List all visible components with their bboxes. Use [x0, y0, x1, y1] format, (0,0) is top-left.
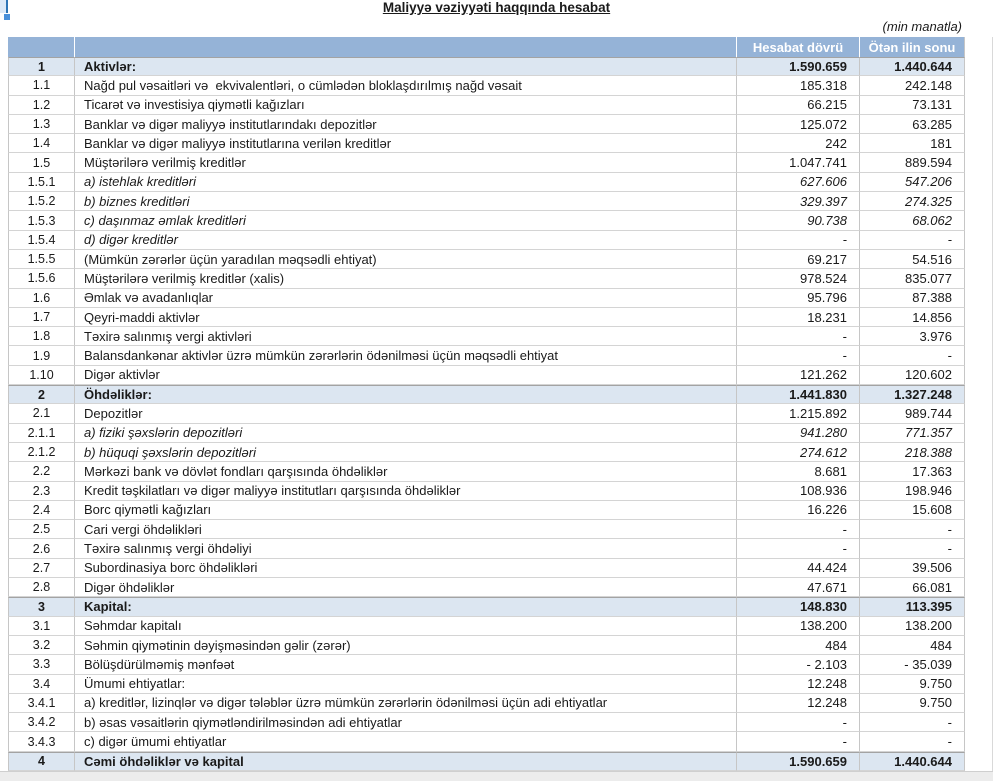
row-label-cell[interactable]: Ümumi ehtiyatlar: — [75, 675, 737, 694]
left-gutter — [0, 153, 8, 172]
left-gutter — [0, 424, 8, 443]
row-label-cell[interactable]: Ticarət və investisiya qiymətli kağızları — [75, 96, 737, 115]
row-number-cell[interactable]: 1.5.4 — [8, 231, 75, 250]
row-label-cell[interactable]: Aktivlər: — [75, 57, 737, 76]
right-gutter — [965, 520, 993, 539]
right-gutter — [965, 269, 993, 288]
left-gutter — [0, 482, 8, 501]
table-row — [0, 115, 993, 134]
value-current-period-cell[interactable]: - — [737, 713, 860, 732]
left-gutter — [0, 173, 8, 192]
value-current-period-cell[interactable]: 95.796 — [737, 289, 860, 308]
row-label-cell[interactable]: Kapital: — [75, 597, 737, 616]
row-number-cell[interactable]: 2.8 — [8, 578, 75, 597]
row-number-cell[interactable]: 3 — [8, 597, 75, 616]
value-current-period-cell[interactable]: 1.047.741 — [737, 153, 860, 172]
row-number-cell[interactable]: 1.7 — [8, 308, 75, 327]
value-current-period-cell[interactable]: 44.424 — [737, 559, 860, 578]
report-title-text: Maliyyə vəziyyəti haqqında hesabat — [382, 0, 611, 15]
table-row — [0, 327, 993, 346]
value-prior-year-cell[interactable]: 242.148 — [860, 76, 965, 95]
row-number-cell[interactable]: 2.3 — [8, 482, 75, 501]
table-row — [0, 732, 993, 751]
value-prior-year-cell[interactable]: 1.440.644 — [860, 752, 965, 771]
left-gutter — [0, 597, 8, 616]
row-number-cell[interactable]: 3.4.2 — [8, 713, 75, 732]
row-number-cell[interactable]: 1.5.6 — [8, 269, 75, 288]
value-prior-year-cell[interactable]: 484 — [860, 636, 965, 655]
value-prior-year-cell[interactable]: - — [860, 539, 965, 558]
value-current-period-cell[interactable]: 148.830 — [737, 597, 860, 616]
left-gutter — [0, 636, 8, 655]
right-gutter — [965, 713, 993, 732]
table-row — [0, 346, 993, 365]
left-gutter — [0, 96, 8, 115]
right-gutter — [965, 115, 993, 134]
row-number-cell[interactable]: 2.7 — [8, 559, 75, 578]
table-row — [0, 482, 993, 501]
value-current-period-cell[interactable]: 16.226 — [737, 501, 860, 520]
right-gutter — [965, 539, 993, 558]
row-number-cell[interactable]: 1.5.2 — [8, 192, 75, 211]
row-number-cell[interactable]: 3.4.1 — [8, 694, 75, 713]
value-current-period-cell[interactable]: - — [737, 539, 860, 558]
value-prior-year-cell[interactable]: 15.608 — [860, 501, 965, 520]
left-gutter — [0, 694, 8, 713]
right-gutter — [965, 578, 993, 597]
right-gutter — [965, 636, 993, 655]
row-label-cell[interactable]: a) istehlak kreditləri — [75, 173, 737, 192]
value-prior-year-cell[interactable]: 181 — [860, 134, 965, 153]
row-number-cell[interactable]: 1.5.3 — [8, 211, 75, 230]
right-gutter — [965, 732, 993, 751]
row-label-cell[interactable]: Müştərilərə verilmiş kreditlər (xalis) — [75, 269, 737, 288]
row-label-cell[interactable]: Əmlak və avadanlıqlar — [75, 289, 737, 308]
value-prior-year-cell[interactable]: 63.285 — [860, 115, 965, 134]
table-body — [0, 57, 993, 771]
table-row — [0, 578, 993, 597]
table-row — [0, 134, 993, 153]
row-number-cell[interactable]: 4 — [8, 752, 75, 771]
right-gutter — [965, 694, 993, 713]
row-number-cell[interactable]: 1.10 — [8, 366, 75, 385]
left-gutter — [0, 675, 8, 694]
value-prior-year-cell[interactable]: 14.856 — [860, 308, 965, 327]
right-gutter — [965, 76, 993, 95]
row-label-cell[interactable]: Nağd pul vəsaitləri və ekvivalentləri, o cümlədən bloklaşdırılmış nağd vəsait — [75, 76, 737, 95]
left-gutter — [0, 250, 8, 269]
row-number-cell[interactable]: 2.5 — [8, 520, 75, 539]
left-gutter — [0, 404, 8, 423]
value-current-period-cell[interactable]: 138.200 — [737, 617, 860, 636]
column-header-current-period[interactable]: Hesabat dövrü — [737, 37, 860, 57]
value-prior-year-cell[interactable]: 9.750 — [860, 675, 965, 694]
row-number-cell[interactable]: 1.2 — [8, 96, 75, 115]
table-row — [0, 173, 993, 192]
value-current-period-cell[interactable]: 12.248 — [737, 694, 860, 713]
table-row — [0, 617, 993, 636]
value-current-period-cell[interactable]: 12.248 — [737, 675, 860, 694]
value-current-period-cell[interactable]: - 2.103 — [737, 655, 860, 674]
table-row — [0, 636, 993, 655]
row-label-cell[interactable]: a) kreditlər, lizinqlər və digər tələblər üzrə mümkün zərərlərin ödənilməsi üçün adi ehtiyatlar — [75, 694, 737, 713]
right-gutter — [965, 346, 993, 365]
left-gutter — [0, 443, 8, 462]
row-label-cell[interactable]: Banklar və digər maliyyə institutlarına verilən kreditlər — [75, 134, 737, 153]
left-gutter — [0, 578, 8, 597]
row-label-cell[interactable]: Səhmdar kapitalı — [75, 617, 737, 636]
right-gutter — [965, 617, 993, 636]
right-gutter — [965, 597, 993, 616]
value-prior-year-cell[interactable]: 113.395 — [860, 597, 965, 616]
value-current-period-cell[interactable]: 47.671 — [737, 578, 860, 597]
financial-statement-table — [0, 37, 993, 771]
right-gutter — [965, 250, 993, 269]
right-gutter — [965, 153, 993, 172]
value-current-period-cell[interactable]: 627.606 — [737, 173, 860, 192]
value-prior-year-cell[interactable]: 771.357 — [860, 424, 965, 443]
value-current-period-cell[interactable]: 242 — [737, 134, 860, 153]
bottom-strip — [0, 771, 993, 781]
row-label-cell[interactable]: Təxirə salınmış vergi aktivləri — [75, 327, 737, 346]
row-label-cell[interactable]: c) daşınmaz əmlak kreditləri — [75, 211, 737, 230]
right-gutter — [965, 192, 993, 211]
value-current-period-cell[interactable]: 941.280 — [737, 424, 860, 443]
value-prior-year-cell[interactable]: 66.081 — [860, 578, 965, 597]
value-prior-year-cell[interactable]: 87.388 — [860, 289, 965, 308]
table-row — [0, 655, 993, 674]
row-number-cell[interactable]: 2.1 — [8, 404, 75, 423]
left-gutter — [0, 346, 8, 365]
right-gutter — [965, 211, 993, 230]
left-gutter — [0, 37, 8, 57]
row-label-cell[interactable]: Balansdankənar aktivlər üzrə mümkün zərərlərin ödənilməsi üçün məqsədli ehtiyat — [75, 346, 737, 365]
row-number-cell[interactable]: 2.2 — [8, 462, 75, 481]
table-row — [0, 752, 993, 771]
value-current-period-cell[interactable]: - — [737, 520, 860, 539]
value-prior-year-cell[interactable]: 218.388 — [860, 443, 965, 462]
table-row — [0, 559, 993, 578]
row-label-cell[interactable]: b) əsas vəsaitlərin qiymətləndirilməsindən adi ehtiyatlar — [75, 713, 737, 732]
row-label-cell[interactable]: (Mümkün zərərlər üçün yaradılan məqsədli ehtiyat) — [75, 250, 737, 269]
row-label-cell[interactable]: d) digər kreditlər — [75, 231, 737, 250]
left-gutter — [0, 289, 8, 308]
value-prior-year-cell[interactable]: - — [860, 713, 965, 732]
table-row — [0, 308, 993, 327]
row-label-cell[interactable]: Cari vergi öhdəlikləri — [75, 520, 737, 539]
row-label-cell[interactable]: Subordinasiya borc öhdəlikləri — [75, 559, 737, 578]
row-number-cell[interactable]: 1.9 — [8, 346, 75, 365]
table-row — [0, 250, 993, 269]
row-number-cell[interactable]: 1.5.5 — [8, 250, 75, 269]
right-gutter — [965, 559, 993, 578]
value-current-period-cell[interactable]: 8.681 — [737, 462, 860, 481]
left-gutter — [0, 732, 8, 751]
value-current-period-cell[interactable]: 69.217 — [737, 250, 860, 269]
value-current-period-cell[interactable]: 18.231 — [737, 308, 860, 327]
column-header-prior-year-end[interactable]: Ötən ilin sonu — [860, 37, 965, 57]
value-current-period-cell[interactable]: 1.441.830 — [737, 385, 860, 404]
row-number-cell[interactable]: 1.8 — [8, 327, 75, 346]
table-row — [0, 520, 993, 539]
table-row — [0, 366, 993, 385]
left-gutter — [0, 713, 8, 732]
left-gutter — [0, 211, 8, 230]
value-prior-year-cell[interactable]: 274.325 — [860, 192, 965, 211]
value-current-period-cell[interactable]: 978.524 — [737, 269, 860, 288]
table-row — [0, 462, 993, 481]
left-gutter — [0, 752, 8, 771]
right-gutter — [965, 424, 993, 443]
row-label-cell[interactable]: a) fiziki şəxslərin depozitləri — [75, 424, 737, 443]
value-prior-year-cell[interactable]: - 35.039 — [860, 655, 965, 674]
table-row — [0, 76, 993, 95]
row-label-cell[interactable]: b) biznes kreditləri — [75, 192, 737, 211]
row-number-cell[interactable]: 3.4 — [8, 675, 75, 694]
table-row — [0, 211, 993, 230]
table-row — [0, 404, 993, 423]
value-current-period-cell[interactable]: - — [737, 327, 860, 346]
row-number-cell[interactable]: 2.1.2 — [8, 443, 75, 462]
value-prior-year-cell[interactable]: 68.062 — [860, 211, 965, 230]
table-row — [0, 539, 993, 558]
table-row — [0, 289, 993, 308]
row-number-cell[interactable]: 3.2 — [8, 636, 75, 655]
table-row — [0, 96, 993, 115]
right-gutter — [965, 96, 993, 115]
right-gutter — [965, 675, 993, 694]
row-label-cell[interactable]: Digər öhdəliklər — [75, 578, 737, 597]
table-row — [0, 269, 993, 288]
value-prior-year-cell[interactable]: 989.744 — [860, 404, 965, 423]
value-current-period-cell[interactable]: 484 — [737, 636, 860, 655]
value-prior-year-cell[interactable]: 3.976 — [860, 327, 965, 346]
value-prior-year-cell[interactable]: 1.327.248 — [860, 385, 965, 404]
left-gutter — [0, 308, 8, 327]
right-gutter — [965, 462, 993, 481]
left-gutter — [0, 385, 8, 404]
row-label-cell[interactable]: Müştərilərə verilmiş kreditlər — [75, 153, 737, 172]
table-row — [0, 385, 993, 404]
left-gutter — [0, 520, 8, 539]
left-gutter — [0, 115, 8, 134]
value-current-period-cell[interactable]: - — [737, 732, 860, 751]
row-number-cell[interactable]: 1.1 — [8, 76, 75, 95]
row-label-cell[interactable]: b) hüquqi şəxslərin depozitləri — [75, 443, 737, 462]
header-label-cell[interactable] — [75, 37, 737, 57]
value-prior-year-cell[interactable]: 198.946 — [860, 482, 965, 501]
value-current-period-cell[interactable]: - — [737, 231, 860, 250]
table-row — [0, 694, 993, 713]
left-gutter — [0, 76, 8, 95]
row-number-cell[interactable]: 1 — [8, 57, 75, 76]
right-gutter — [965, 308, 993, 327]
value-prior-year-cell[interactable]: 17.363 — [860, 462, 965, 481]
right-gutter — [965, 289, 993, 308]
value-prior-year-cell[interactable]: 1.440.644 — [860, 57, 965, 76]
right-gutter — [965, 501, 993, 520]
table-row — [0, 424, 993, 443]
row-number-cell[interactable]: 3.3 — [8, 655, 75, 674]
value-current-period-cell[interactable]: 185.318 — [737, 76, 860, 95]
row-number-cell[interactable]: 1.6 — [8, 289, 75, 308]
left-gutter — [0, 539, 8, 558]
row-number-cell[interactable]: 1.3 — [8, 115, 75, 134]
left-gutter — [0, 269, 8, 288]
row-label-cell[interactable]: Təxirə salınmış vergi öhdəliyi — [75, 539, 737, 558]
left-gutter — [0, 617, 8, 636]
row-number-cell[interactable]: 3.4.3 — [8, 732, 75, 751]
value-prior-year-cell[interactable]: 54.516 — [860, 250, 965, 269]
right-gutter — [965, 173, 993, 192]
value-prior-year-cell[interactable]: 39.506 — [860, 559, 965, 578]
row-label-cell[interactable]: Öhdəliklər: — [75, 385, 737, 404]
row-label-cell[interactable]: Borc qiymətli kağızları — [75, 501, 737, 520]
value-current-period-cell[interactable]: 329.397 — [737, 192, 860, 211]
row-label-cell[interactable]: Mərkəzi bank və dövlət fondları qarşısında öhdəliklər — [75, 462, 737, 481]
row-label-cell[interactable]: c) digər ümumi ehtiyatlar — [75, 732, 737, 751]
right-gutter — [965, 366, 993, 385]
right-gutter — [965, 37, 993, 57]
right-gutter — [965, 482, 993, 501]
value-prior-year-cell[interactable]: 9.750 — [860, 694, 965, 713]
row-label-cell[interactable]: Bölüşdürülməmiş mənfəət — [75, 655, 737, 674]
left-gutter — [0, 57, 8, 76]
value-prior-year-cell[interactable]: 547.206 — [860, 173, 965, 192]
left-gutter — [0, 327, 8, 346]
right-gutter — [965, 404, 993, 423]
value-current-period-cell[interactable]: 1.590.659 — [737, 752, 860, 771]
right-gutter — [965, 443, 993, 462]
row-label-cell[interactable]: Banklar və digər maliyyə institutlarındakı depozitlər — [75, 115, 737, 134]
table-row — [0, 443, 993, 462]
value-prior-year-cell[interactable]: 120.602 — [860, 366, 965, 385]
row-label-cell[interactable]: Qeyri-maddi aktivlər — [75, 308, 737, 327]
right-gutter — [965, 327, 993, 346]
value-prior-year-cell[interactable]: 73.131 — [860, 96, 965, 115]
value-prior-year-cell[interactable]: 835.077 — [860, 269, 965, 288]
value-current-period-cell[interactable]: 90.738 — [737, 211, 860, 230]
row-number-cell[interactable]: 1.5.1 — [8, 173, 75, 192]
value-current-period-cell[interactable]: - — [737, 346, 860, 365]
report-title — [0, 0, 993, 15]
right-gutter — [965, 57, 993, 76]
value-current-period-cell[interactable]: 125.072 — [737, 115, 860, 134]
left-gutter — [0, 462, 8, 481]
value-current-period-cell[interactable]: 108.936 — [737, 482, 860, 501]
table-header-row — [0, 37, 993, 57]
row-label-cell[interactable]: Depozitlər — [75, 404, 737, 423]
row-number-cell[interactable]: 3.1 — [8, 617, 75, 636]
left-gutter — [0, 655, 8, 674]
value-prior-year-cell[interactable]: - — [860, 732, 965, 751]
table-row — [0, 675, 993, 694]
left-gutter — [0, 559, 8, 578]
left-gutter — [0, 192, 8, 211]
row-label-cell[interactable]: Digər aktivlər — [75, 366, 737, 385]
value-prior-year-cell[interactable]: 889.594 — [860, 153, 965, 172]
row-label-cell[interactable]: Cəmi öhdəliklər və kapital — [75, 752, 737, 771]
left-gutter — [0, 134, 8, 153]
right-gutter — [965, 655, 993, 674]
value-prior-year-cell[interactable]: 138.200 — [860, 617, 965, 636]
value-current-period-cell[interactable]: 66.215 — [737, 96, 860, 115]
table-row — [0, 231, 993, 250]
row-number-cell[interactable]: 1.5 — [8, 153, 75, 172]
table-row — [0, 192, 993, 211]
right-gutter — [965, 134, 993, 153]
row-number-cell[interactable]: 2.1.1 — [8, 424, 75, 443]
table-row — [0, 153, 993, 172]
row-label-cell[interactable]: Kredit təşkilatları və digər maliyyə institutları qarşısında öhdəliklər — [75, 482, 737, 501]
value-current-period-cell[interactable]: 274.612 — [737, 443, 860, 462]
row-number-cell[interactable]: 1.4 — [8, 134, 75, 153]
value-prior-year-cell[interactable]: - — [860, 346, 965, 365]
row-label-cell[interactable]: Səhmin qiymətinin dəyişməsindən gəlir (zərər) — [75, 636, 737, 655]
value-prior-year-cell[interactable]: - — [860, 520, 965, 539]
value-current-period-cell[interactable]: 1.215.892 — [737, 404, 860, 423]
table-row — [0, 713, 993, 732]
row-number-cell[interactable]: 2.6 — [8, 539, 75, 558]
table-row — [0, 501, 993, 520]
value-current-period-cell[interactable]: 1.590.659 — [737, 57, 860, 76]
right-gutter — [965, 231, 993, 250]
table-row — [0, 57, 993, 76]
row-number-cell[interactable]: 2.4 — [8, 501, 75, 520]
value-prior-year-cell[interactable]: - — [860, 231, 965, 250]
table-row — [0, 597, 993, 616]
unit-note: (min manatla) — [882, 19, 962, 34]
row-number-cell[interactable]: 2 — [8, 385, 75, 404]
left-gutter — [0, 501, 8, 520]
value-current-period-cell[interactable]: 121.262 — [737, 366, 860, 385]
left-gutter — [0, 231, 8, 250]
right-gutter — [965, 752, 993, 771]
left-gutter — [0, 366, 8, 385]
right-gutter — [965, 385, 993, 404]
header-number-cell[interactable] — [8, 37, 75, 57]
